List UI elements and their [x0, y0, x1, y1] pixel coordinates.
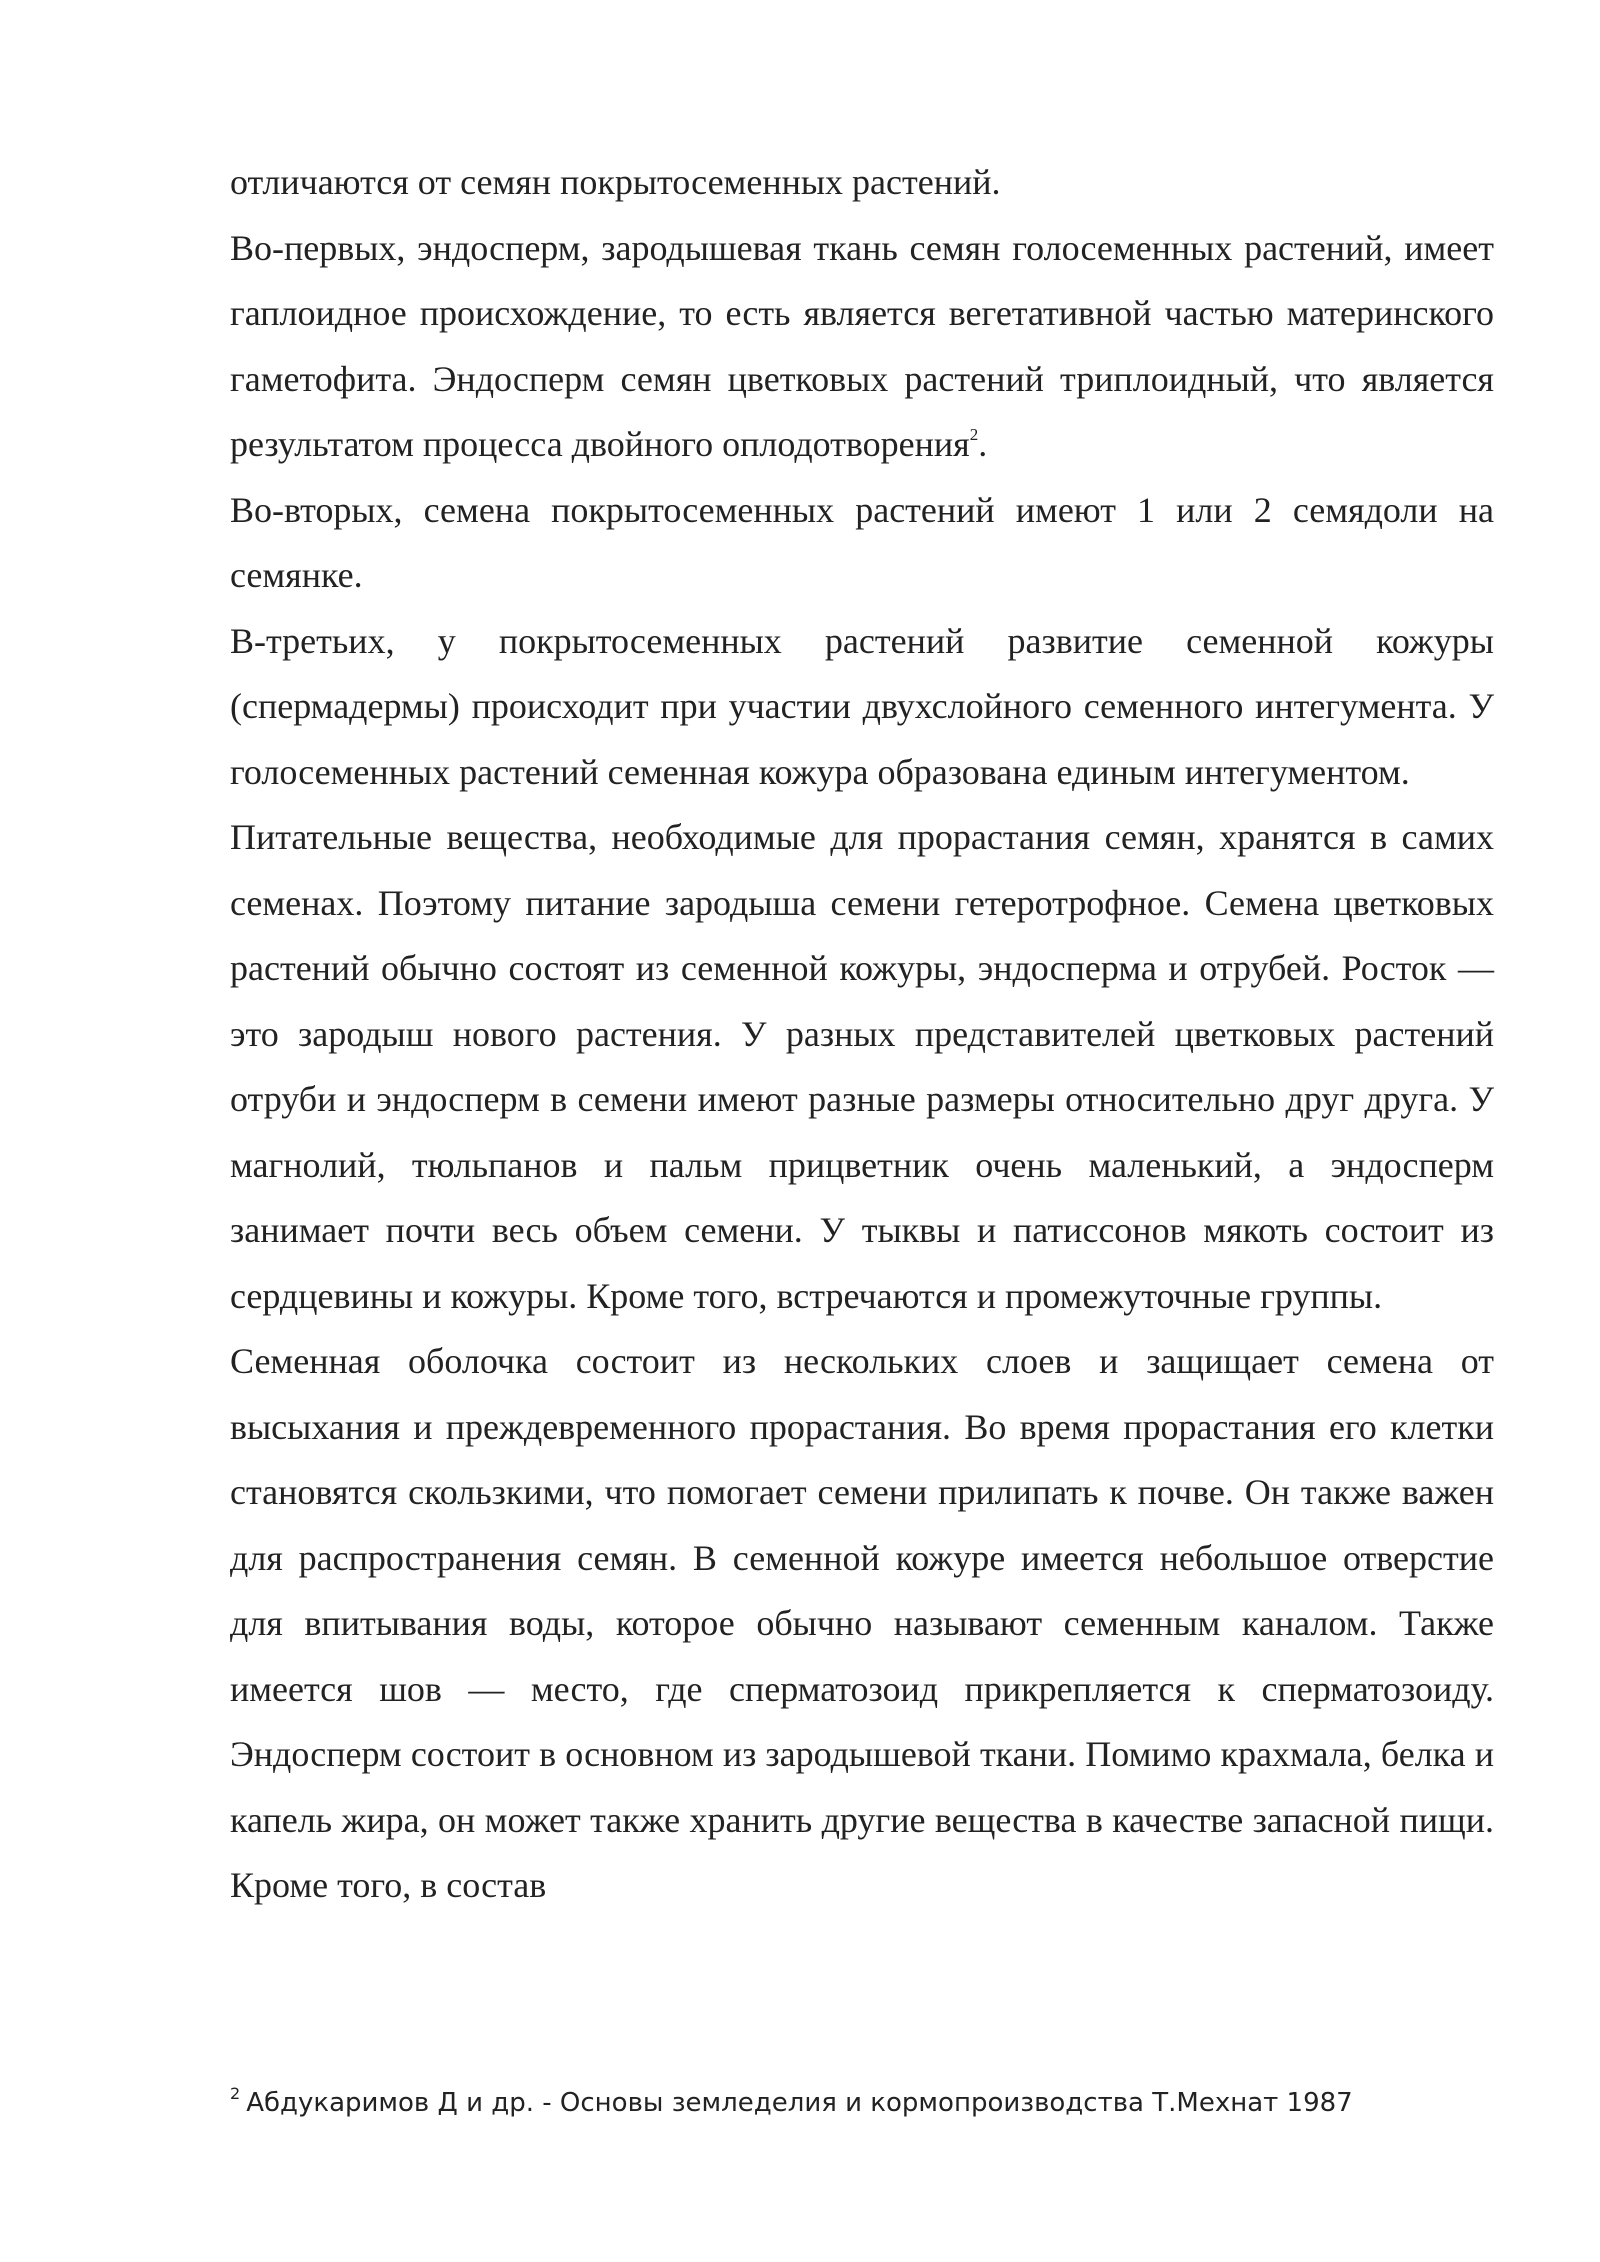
paragraph-continuation: отличаются от семян покрытосеменных растений.	[230, 162, 1001, 202]
paragraph-second-difference: Во-вторых, семена покрытосеменных растений имеют 1 или 2 семядоли на семянке.	[230, 489, 1494, 595]
paragraph-seed-coat: Семенная оболочка состоит из нескольких слоев и защищает семена от высыхания и преждевременного прорастания. Во время прорастания его клетки становятся скользкими, что помогает семени прилипать к почве. Он также важен для распространения семян. В семенной кожуре имеется небольшое отверстие для впитывания воды, которое обычно называют семенным каналом. Также имеется шов — место, где сперматозоид прикрепляется к сперматозоиду. Эндосперм состоит в основном из зародышевой ткани. Помимо крахмала, белка и капель жира, он может также хранить другие вещества в качестве запасной пищи. Кроме того, в состав	[230, 1341, 1494, 1905]
footnote-number: 2	[230, 2084, 241, 2103]
body-text	[230, 150, 1494, 1919]
paragraph-first-difference	[230, 216, 1494, 478]
paragraph-first-difference-text: Во-первых, эндосперм, зародышевая ткань семян голосеменных растений, имеет гаплоидное происхождение, то есть является вегетативной частью материнского гаметофита. Эндосперм семян цветковых растений триплоидный, что является результатом процесса двойного оплодотворения	[230, 227, 1494, 464]
footnote-reference[interactable]: 2	[969, 424, 979, 444]
footnote-text: Абдукаримов Д и др. - Основы земледелия и кормопроизводства Т.Мехнат 1987	[246, 2088, 1353, 2118]
paragraph-nutrients: Питательные вещества, необходимые для прорастания семян, хранятся в самих семенах. Поэтому питание зародыша семени гетеротрофное. Семена цветковых растений обычно состоят из семенной кожуры, эндосперма и отрубей. Росток — это зародыш нового растения. У разных представителей цветковых растений отруби и эндосперм в семени имеют разные размеры относительно друг друга. У магнолий, тюльпанов и пальм прицветник очень маленький, а эндосперм занимает почти весь объем семени. У тыквы и патиссонов мякоть состоит из сердцевины и кожуры. Кроме того, встречаются и промежуточные группы.	[230, 817, 1494, 1316]
paragraph-third-difference: В-третьих, у покрытосеменных растений развитие семенной кожуры (спермадермы) происходит при участии двухслойного семенного интегумента. У голосеменных растений семенная кожура образована единым интегументом.	[230, 620, 1494, 792]
footnote-reference-punctuation: .	[978, 424, 988, 464]
footnote	[230, 2085, 1494, 2121]
